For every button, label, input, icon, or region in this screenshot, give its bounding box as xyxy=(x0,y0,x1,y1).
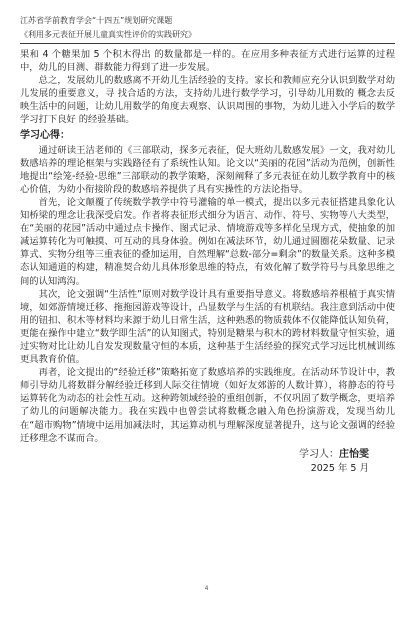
paragraph-intro: 通过研读王洁老师的《三部联动，探多元表征，促大班幼儿数感发展》一文，我对幼儿数感培养的理论框架与实践路径有了系统性认知。论文以“美丽的花园”活动为范例，创新性地提出“绘笼-经验-思维”三部联动的教学策略，深刻阐释了多元表征在幼儿数学教育中的核心价值，为幼小衔接阶段的数感培养提供了具有实操性的方法论指导。 xyxy=(20,144,395,195)
signature-date: 2025 年 5 月 xyxy=(310,462,369,474)
paragraph-first-point: 首先，论文颠覆了传统数学教学中符号灌输的单一模式，提出以多元表征搭建具象化认知桥梁的理念让我深受启发。作者将表征形式细分为语言、动作、符号、实物等八大类型，在“美丽的花园”活动中通过点卡操作、图式记录、情境游戏等多样化呈现方式，使抽象的加减运算转化为可触摸、可互动的具身体验。例如在减法环节，幼儿通过圆圈花朵数量、记录算式、实物分组等三重表征的叠加运用，自然理解“总数-部分=剩余”的数量关系。这种多模态认知通道的构建，精准契合幼儿具体形象思维的特点，有效化解了数学符号与具象思维之间的认知鸿沟。 xyxy=(20,196,395,287)
page-number: 4 xyxy=(204,585,209,592)
signature-name: 庄怡雯 xyxy=(339,448,369,460)
header-project-title: 江苏省学前教育学会“十四五”规划研究课题 xyxy=(20,16,173,25)
paragraph-second-point: 其次，论文强调“生活性”原则对数学设计具有重要指导意义。将数感培养根植于真实情境，如郊游情境迁移、拖拖园游戏等设计，凸显数学与生活的有机联结。我注意到活动中使用的钮扣、积木等材料均来源于幼儿日常生活，这种熟悉的物质载体不仅能降低认知负荷，更能在操作中建立“数学即生活”的认知图式，特别是糖果与积木的跨材料数量守恒实验，通过实物对比让幼儿自发发现数量守恒的本质，这种基于生活经验的探究式学习远比机械训练更具教育价值。 xyxy=(20,288,395,366)
paragraph-continuation: 果和 4 个糖果加 5 个积木得出 的数量都是一样的。在应用多种表征方式进行运算的过程 中，幼儿的目测、群数能力得到了进一步发展。 xyxy=(20,49,395,74)
paragraph-summary: 总之，发展幼儿的数感离不开幼儿生活经验的支持。家长和教师应充分认识到数学对幼儿发展的重要意义，寻 找合适的方法，支持幼儿进行数学学习，引导幼儿用数的 概念去反映生活中的问题，让幼儿用数学的角度去观察、认识周围的事物，为幼儿进入小学后的数学学习打下良好 的经验基础。 xyxy=(20,75,395,126)
section-heading: 学习心得： xyxy=(20,129,70,141)
signature-line xyxy=(20,447,369,462)
signature-label: 学习人： xyxy=(299,448,339,460)
document-body xyxy=(20,48,395,476)
header-research-title: 《利用多元表征开展儿童真实性评价的实践研究》 xyxy=(20,30,196,39)
paragraph-third-point: 再者，论文提出的“经验迁移”策略拓宽了数感培养的实践维度。在活动环节设计中，教师引导幼儿将数群分解经验迁移到人际交往情境（如好友郊游的人数计算），将静态的符号运算转化为动态的社会性互动。这种跨领域经验的重组创新，不仅巩固了数学概念，更培养了幼儿的问题解决能力。我在实践中也曾尝试将数概念融入角色扮演游戏，发现当幼儿在“超市购物”情境中运用加减法时，其运算动机与理解深度显著提升，这与论文强调的经验迁移理念不谋而合。 xyxy=(20,367,395,444)
page-header xyxy=(20,14,395,44)
